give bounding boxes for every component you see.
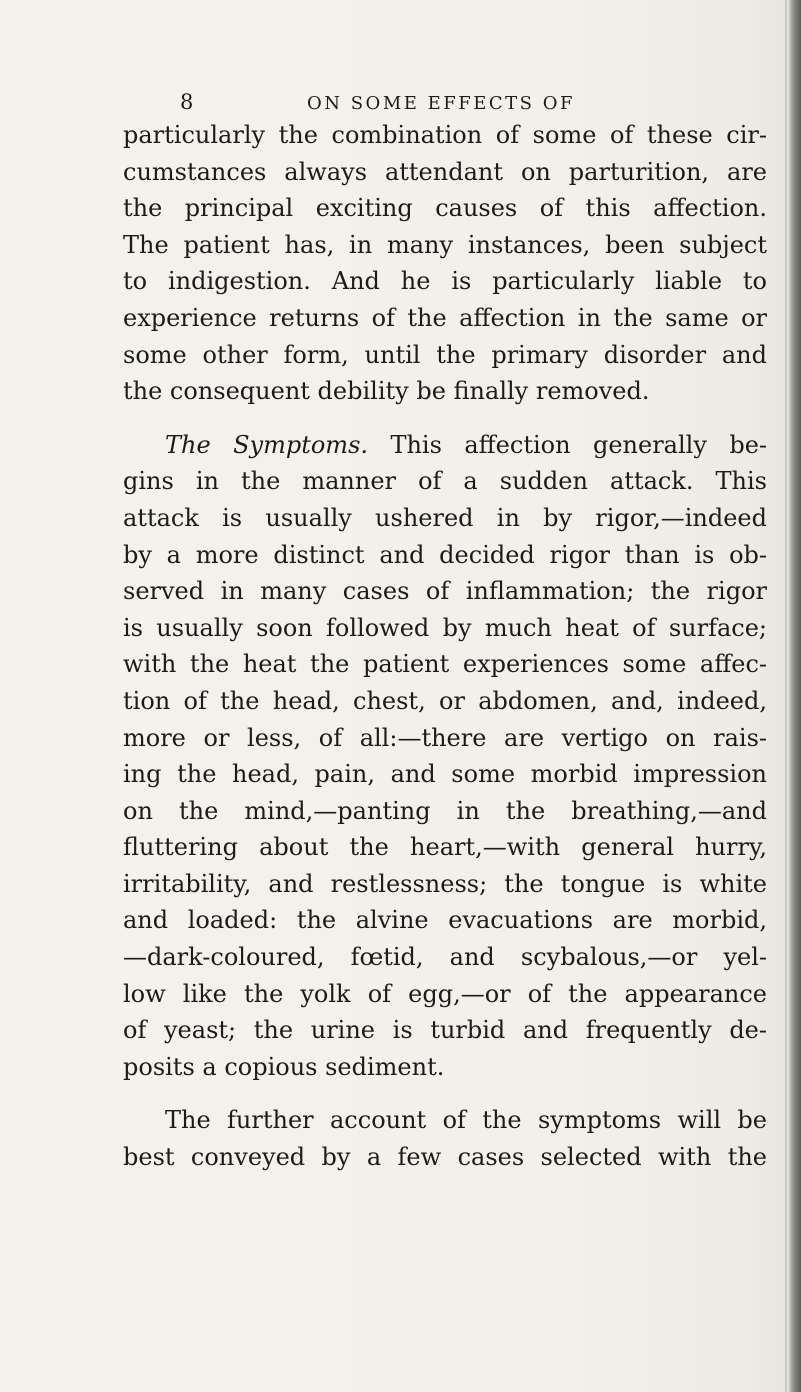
paragraph-further-account [123, 1102, 767, 1175]
page-gutter-line [785, 0, 787, 1392]
text-line: the consequent debility be finally removed. [123, 377, 650, 406]
paragraph-continuation [123, 117, 767, 410]
text-line: low like the yolk of egg,—or of the appearance [123, 979, 767, 1008]
page-edge-shadow [789, 0, 801, 1392]
text-line: particularly the combination of some of these cir- [123, 121, 767, 149]
text-line: fluttering about the heart,—with general hurry, [123, 833, 767, 862]
text-line: best conveyed by a few cases selected with the [123, 1143, 767, 1172]
text-line: some other form, until the primary disorder and [123, 340, 767, 369]
text-line: The patient has, in many instances, been subject [123, 230, 767, 259]
text-line: with the heat the patient experiences some affec- [123, 650, 767, 679]
text-line: ing the head, pain, and some morbid impression [123, 760, 767, 789]
paragraph-spacer [123, 1085, 767, 1102]
text-line: experience returns of the affection in the same or [123, 303, 767, 332]
text-line: tion of the head, chest, or abdomen, and, indeed, [123, 686, 767, 715]
text-line [123, 427, 767, 464]
paragraph-symptoms [123, 427, 767, 1086]
page-header [0, 88, 801, 118]
text-line: the principal exciting causes of this affection. [123, 194, 767, 223]
text-line: served in many cases of inflammation; the rigor [123, 577, 767, 606]
text-line: gins in the manner of a sudden attack. This [123, 467, 767, 496]
text-line: —dark-coloured, fœtid, and scybalous,—or yel- [123, 943, 767, 972]
text-line: by a more distinct and decided rigor than is ob- [123, 540, 767, 569]
section-heading: The Symptoms. [165, 430, 369, 459]
text-line: attack is usually ushered in by rigor,—indeed [123, 503, 767, 532]
text-line: to indigestion. And he is particularly liable to [123, 267, 767, 296]
text-line: posits a copious sediment. [123, 1052, 445, 1081]
body-text [123, 117, 767, 1176]
text-run: This affection generally be- [368, 430, 767, 459]
page-number: 8 [180, 90, 194, 114]
running-title: ON SOME EFFECTS OF [307, 93, 575, 114]
text-line: and loaded: the alvine evacuations are morbid, [123, 906, 767, 935]
text-line: The further account of the symptoms will be [165, 1106, 767, 1135]
text-line: is usually soon followed by much heat of surface; [123, 613, 767, 642]
text-line: of yeast; the urine is turbid and frequently de- [123, 1016, 767, 1045]
text-line: irritability, and restlessness; the tongue is white [123, 869, 767, 898]
text-line: on the mind,—panting in the breathing,—and [123, 796, 767, 825]
paragraph-spacer [123, 410, 767, 427]
text-line: cumstances always attendant on parturition, are [123, 157, 767, 186]
text-line: more or less, of all:—there are vertigo on rais- [123, 723, 767, 752]
